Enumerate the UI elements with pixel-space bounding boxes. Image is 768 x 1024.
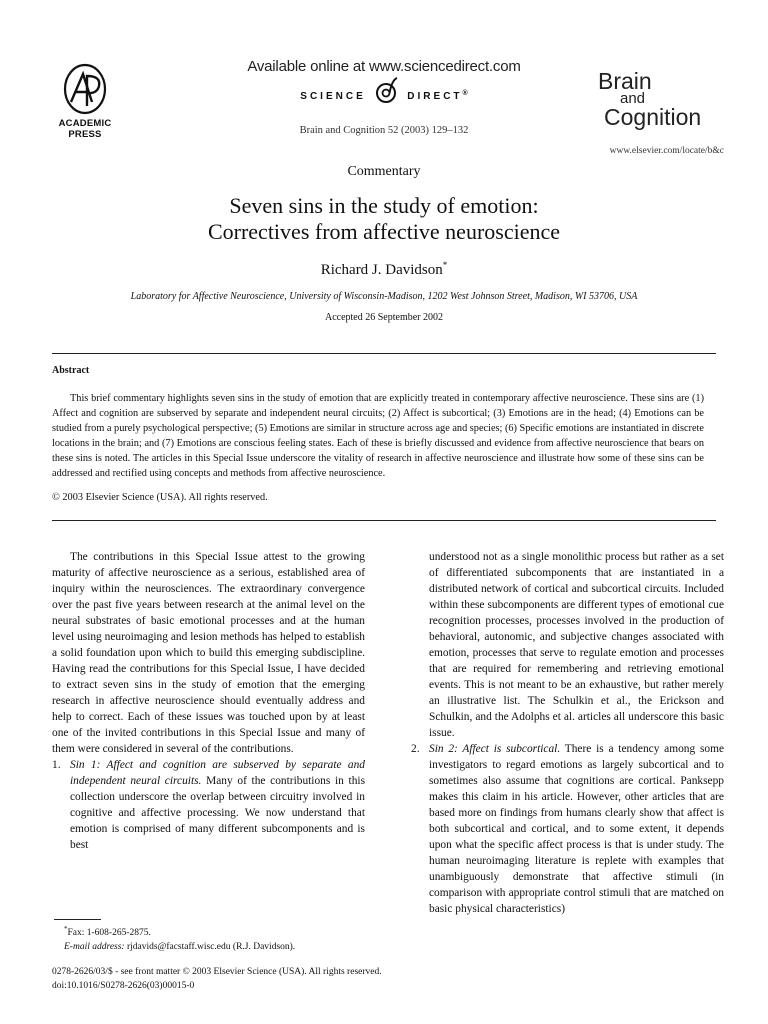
sin-2-text: There is a tendency among some investigators to regard emotions as largely subcortical and to sometimes also assume that cognitions are cortical. Panksepp makes this claim in his article. However, other articles that are based more on findings from humans clearly show that affect is both subcortical and cortical, and to some extent, it depends upon what the specific affect process is that is under study. The human neuroimaging literature is replete with examples that unambiguously demonstrate that affective stimuli (in comparison with appropriate control stimuli that are matched on basic physical characteristics) bbox=[429, 743, 725, 915]
list-item-text bbox=[429, 741, 724, 917]
list-item-sin-1-continued bbox=[411, 549, 724, 741]
abstract-heading: Abstract bbox=[52, 365, 90, 376]
abstract-bottom-rule bbox=[52, 520, 716, 521]
abstract-body bbox=[52, 391, 704, 481]
journal-logo-line2: and bbox=[620, 90, 646, 107]
abstract-text: This brief commentary highlights seven sins in the study of emotion that are explicitly treated in contemporary affective neuroscience. These sins are (1) Affect and cognition are subserved by separate and independent neural circuits; (2) Affect is subcortical; (3) Emotions are in the head; (4) Emotions can be studied from a purely psychological perspective; (5) Emotions are similar in structure across age and species; (6) Specific emotions are instantiated in discrete locations in the brain; and (7) Emotions are conscious feeling states. Each of these is briefly discussed and evidence from affective neuroscience that bears on these sins is noted. The articles in this Special Issue underscore the vitality of research in affective neuroscience and illustrate how some of these sins can be addressed and rectified using concepts and methods from affective neuroscience. bbox=[52, 393, 704, 479]
journal-logo bbox=[598, 70, 708, 128]
article-title bbox=[0, 193, 768, 245]
sin-1-text-continued: understood not as a single monolithic process but rather as a set of differentiated subcomponents that are instantiated in a distributed network of cortical and subcortical circuits. Included within these subcomponents are different types of emotional cue recognition processes, processes involved in the production of behavioral, autonomic, and subjective changes associated with emotion, processes that serve to regulate emotion and processes that are required for remembering and retrieving emotional events. This is not meant to be an exhaustive, but rather merely an illustrative list. The Schulkin et al., the Erickson and Schulkin, and the Adolphs et al. articles all underscore this basic issue. bbox=[429, 551, 724, 739]
list-number: 1. bbox=[52, 759, 61, 771]
article-title-line2: Correctives from affective neuroscience bbox=[207, 219, 561, 244]
intro-paragraph: The contributions in this Special Issue attest to the growing maturity of affective neuroscience as a serious, established area of inquiry within the neurosciences. The extraordinary convergence over the past five years between research at the animal level on the neural substrates of basic emotional processes and at the human level using neuroimaging and lesion methods has helped to establish a solid foundation upon which to build this emerging subdiscipline. Having read the contributions for this Special Issue, I have decided to extract seven sins in the study of emotion that the emerging research in affective neuroscience should eventually address and help to correct. Each of these issues was touched upon by at least one of the invited contributions in this Special Issue and many of them were considered in several of the contributions. bbox=[52, 551, 365, 755]
list-number: 2. bbox=[411, 743, 420, 755]
available-online-banner: Available online at www.sciencedirect.com bbox=[247, 58, 521, 75]
list-item-sin-1 bbox=[52, 757, 365, 853]
section-label: Commentary bbox=[347, 164, 421, 179]
registered-mark: ® bbox=[462, 89, 468, 97]
list-item-text bbox=[70, 757, 365, 853]
article-title-line1: Seven sins in the study of emotion: bbox=[229, 193, 539, 218]
front-matter-doi[interactable]: doi:10.1016/S0278-2626(03)00015-0 bbox=[52, 981, 195, 991]
sciencedirect-right-word: DIRECT bbox=[407, 91, 463, 103]
footnote-fax: Fax: 1-608-265-2875. bbox=[67, 928, 151, 939]
front-matter-issn: 0278-2626/03/$ - see front matter © 2003 Elsevier Science (USA). All rights reserved. bbox=[52, 967, 382, 977]
sin-2-heading: Sin 2: Affect is subcortical. bbox=[429, 743, 561, 755]
body-column-left bbox=[52, 549, 365, 853]
footnote-rule bbox=[54, 919, 101, 920]
accepted-date: Accepted 26 September 2002 bbox=[324, 312, 444, 323]
author-footnote bbox=[64, 922, 295, 954]
sin-1-text: Many of the contributions in this collection underscore the overlap between circuitry involved in cognitive and affective processing. We now understand that emotion is comprised of many different subcomponents and is best bbox=[70, 775, 365, 851]
author-footnote-mark[interactable]: * bbox=[442, 260, 448, 270]
sin-1-heading: Sin 1: Affect and cognition are subserved by separate and independent neural circuits. bbox=[70, 759, 365, 787]
author-name[interactable]: Richard J. Davidson bbox=[320, 262, 443, 278]
publisher-name-line1: ACADEMIC bbox=[58, 118, 112, 129]
abstract-copyright: © 2003 Elsevier Science (USA). All rights reserved. bbox=[52, 492, 268, 503]
journal-logo-line3: Cognition bbox=[604, 104, 702, 130]
front-matter bbox=[52, 965, 382, 993]
footnote-email-label: E-mail address: bbox=[64, 942, 125, 953]
author-affiliation: Laboratory for Affective Neuroscience, University of Wisconsin-Madison, 1202 West Johnson Street, Madison, WI 53706, USA bbox=[130, 291, 638, 302]
journal-reference: Brain and Cognition 52 (2003) 129–132 bbox=[299, 125, 469, 136]
author-line bbox=[0, 260, 768, 279]
sciencedirect-left-word: SCIENCE bbox=[300, 91, 366, 103]
journal-url-link[interactable]: www.elsevier.com/locate/b&c bbox=[609, 146, 724, 156]
body-column-right bbox=[411, 549, 724, 917]
sciencedirect-d-icon bbox=[374, 76, 400, 109]
list-item-sin-2 bbox=[411, 741, 724, 917]
abstract-top-rule bbox=[52, 353, 716, 354]
publisher-name-line2: PRESS bbox=[68, 129, 102, 140]
footnote-email-value[interactable]: rjdavids@facstaff.wisc.edu (R.J. Davidson). bbox=[124, 942, 296, 953]
journal-logo-line1: Brain bbox=[598, 68, 652, 94]
footnote-mark: * bbox=[64, 925, 68, 933]
